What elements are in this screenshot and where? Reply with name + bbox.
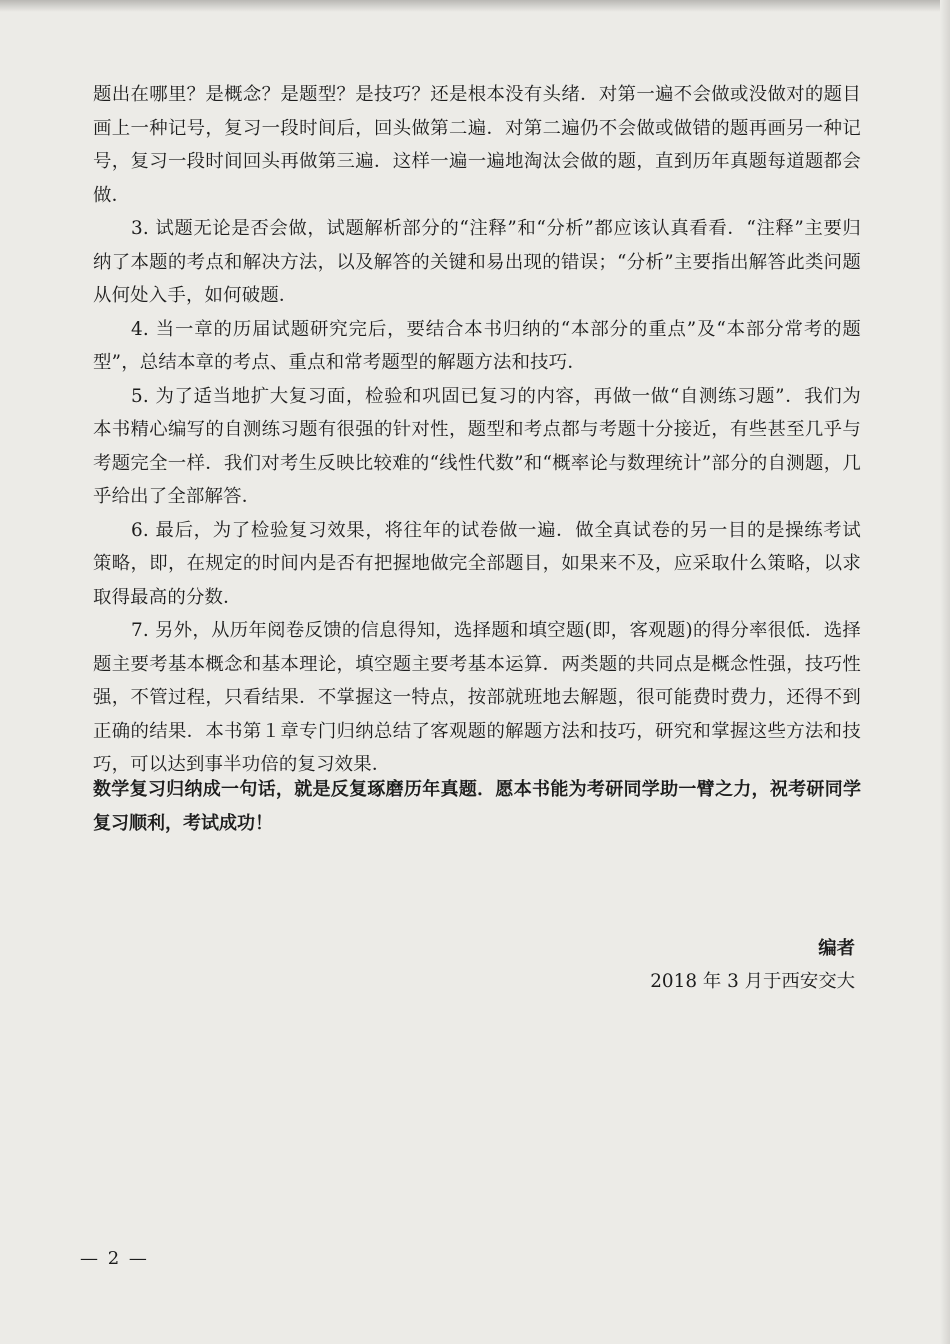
paragraph-continued: 题出在哪里？是概念？是题型？是技巧？还是根本没有头绪．对第一遍不会做或没做对的题目画上一种记号，复习一段时间后，回头做第二遍．对第二遍仍不会做或做错的题再画另一种记号，复习一段时间回头再做第三遍．这样一遍一遍地淘汰会做的题，直到历年真题每道题都会做． <box>93 84 861 206</box>
paragraph-7: 7. 另外，从历年阅卷反馈的信息得知，选择题和填空题(即，客观题)的得分率很低．选择题主要考基本概念和基本理论，填空题主要考基本运算．两类题的共同点是概念性强，技巧性强，不管过程，只看结果．不掌握这一特点，按部就班地去解题，很可能费时费力，还得不到正确的结果．本书第１章专门归纳总结了客观题的解题方法和技巧，研究和掌握这些方法和技巧，可以达到事半功倍的复习效果． <box>93 620 861 775</box>
body-text <box>93 78 861 782</box>
closing-paragraph: 数学复习归纳成一句话，就是反复琢磨历年真题．愿本书能为考研同学助一臂之力，祝考研同学复习顺利，考试成功！ <box>93 779 861 834</box>
author-signature: 编者 <box>818 938 855 959</box>
page-right-shadow <box>940 0 950 1344</box>
date-place: 2018 年 3 月于西安交大 <box>650 971 855 992</box>
paragraph-6: 6. 最后，为了检验复习效果，将往年的试卷做一遍．做全真试卷的另一目的是操练考试策略，即，在规定的时间内是否有把握地做完全部题目，如果来不及，应采取什么策略，以求取得最高的分数． <box>93 519 861 608</box>
page-top-shadow <box>0 0 950 12</box>
page-number: — 2 — <box>80 1248 149 1269</box>
paragraph-5: 5. 为了适当地扩大复习面，检验和巩固已复习的内容，再做一做“自测练习题”．我们为本书精心编写的自测练习题有很强的针对性，题型和考点都与考题十分接近，有些甚至几乎与考题完全一样．我们对考生反映比较难的“线性代数”和“概率论与数理统计”部分的自测题，几乎给出了全部解答． <box>93 385 861 507</box>
paragraph-3: 3. 试题无论是否会做，试题解析部分的“注释”和“分析”都应该认真看看．“注释”主要归纳了本题的考点和解决方法，以及解答的关键和易出现的错误；“分析”主要指出解答此类问题从何处入手，如何破题． <box>93 218 861 306</box>
paragraph-4: 4. 当一章的历届试题研究完后，要结合本书归纳的“本部分的重点”及“本部分常考的题型”，总结本章的考点、重点和常考题型的解题方法和技巧． <box>93 318 861 373</box>
signature-block <box>650 932 855 998</box>
